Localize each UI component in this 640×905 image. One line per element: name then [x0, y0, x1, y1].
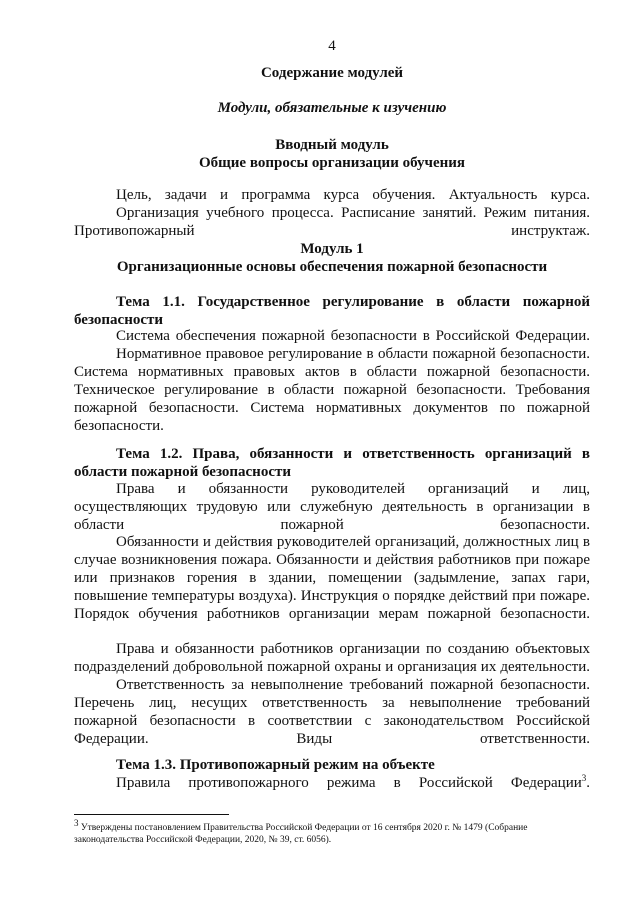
topic-1-1-paragraph-1: Система обеспечения пожарной безопасности в Российской Федерации. [116, 328, 590, 344]
module1-subtitle: Организационные основы обеспечения пожарной безопасности [116, 259, 548, 275]
module1-title: Модуль 1 [300, 241, 364, 257]
topic-1-2-paragraph-1: Права и обязанности руководителей организаций и лиц, осуществляющих трудовую или служебную деятельность в организации в области пожарной безопасности. [74, 481, 590, 533]
required-modules-heading: Модули, обязательные к изучению [217, 100, 447, 116]
topic-1-2-paragraph-4: Ответственность за невыполнение требований пожарной безопасности. Перечень лиц, несущих ответственность за невыполнение требований пожарной безопасности в соответствии с законодательством Российской Федерации. Виды ответственности. [74, 677, 590, 747]
intro-paragraph-2: Организация учебного процесса. Расписание занятий. Режим питания. Противопожарный инструктаж. [74, 205, 590, 239]
topic-1-3-title: Тема 1.3. Противопожарный режим на объекте [116, 757, 435, 773]
footnote-mark: 3 [74, 817, 79, 828]
intro-module-title: Вводный модуль [275, 137, 389, 153]
footnote-reference: 3 [581, 773, 587, 783]
page-number: 4 [328, 38, 336, 54]
topic-1-1-title: Тема 1.1. Государственное регулирование в области пожарной безопасности [74, 294, 590, 328]
contents-heading: Содержание модулей [260, 65, 404, 81]
topic-1-3-paragraph-1-text: Правила противопожарного режима в Российской Федерации [116, 775, 582, 791]
topic-1-2-paragraph-2: Обязанности и действия руководителей организаций, должностных лиц в случае возникновения пожара. Обязанности и действия работников при пожаре или признаков горения в здании, помещении (задымление, запах гари, повышение температуры воздуха). Инструкция о порядке действий при пожаре. Порядок обучения работников организации мерам пожарной безопасности. [74, 534, 590, 622]
topic-1-2-title: Тема 1.2. Права, обязанности и ответственность организаций в области пожарной безопасности [74, 446, 590, 480]
topic-1-3-paragraph-1: Правила противопожарного режима в Российской Федерации$^3$. [116, 773, 590, 791]
topic-1-2-paragraph-3: Права и обязанности работников организации по созданию объектовых подразделений добровольной пожарной охраны и организация их деятельности. [74, 641, 590, 675]
footnote-text: Утверждены постановлением Правительства Российской Федерации от 16 сентября 2020 г. № 1479 (Собрание законодательства Российской Федерации, 2020, № 39, ст. 6056). [74, 823, 528, 845]
intro-paragraph-1: Цель, задачи и программа курса обучения. Актуальность курса. [116, 187, 590, 203]
footnote-divider [74, 814, 229, 815]
intro-module-subtitle: Общие вопросы организации обучения [198, 155, 466, 171]
topic-1-1-paragraph-2: Нормативное правовое регулирование в области пожарной безопасности. Система нормативных правовых актов в области пожарной безопасности. Техническое регулирование в области пожарной безопасности. Требования пожарной безопасности. Система нормативных документов по пожарной безопасности. [74, 346, 590, 434]
footnote [74, 817, 590, 846]
